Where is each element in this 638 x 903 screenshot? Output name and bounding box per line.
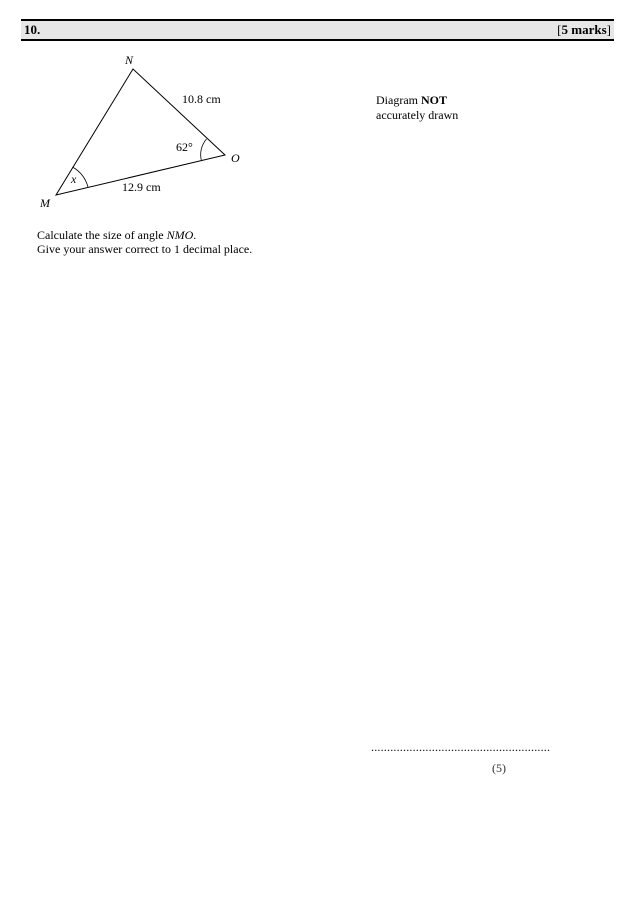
answer-marks: (5) [492,761,506,775]
diagram-note-line1: Diagram NOT [376,93,447,107]
angle-label-o: 62° [176,140,193,154]
vertex-label-o: O [231,151,240,165]
diagram-note-line2: accurately drawn [376,108,459,122]
vertex-label-m: M [40,196,50,210]
answer-line[interactable]: ........................................................ [371,740,551,754]
diagram-note-emphasis: NOT [420,93,447,107]
question-text [37,228,252,256]
question-marks: [5 marks] [557,22,611,37]
side-label-mo: 12.9 cm [122,180,161,194]
triangle-diagram [0,0,638,220]
angle-arc-o [201,139,207,161]
angle-label-m: x [71,172,77,186]
triangle-nmo [56,69,225,195]
question-number: 10. [24,22,41,37]
vertex-label-n: N [125,53,134,67]
marks-text: 5 marks [561,22,607,37]
side-label-no: 10.8 cm [182,92,221,106]
angle-name: NMO [166,228,194,242]
diagram-note [376,93,458,123]
question-line1: Calculate the size of angle NMO. [37,228,197,242]
question-line2: Give your answer correct to 1 decimal place. [37,242,253,256]
